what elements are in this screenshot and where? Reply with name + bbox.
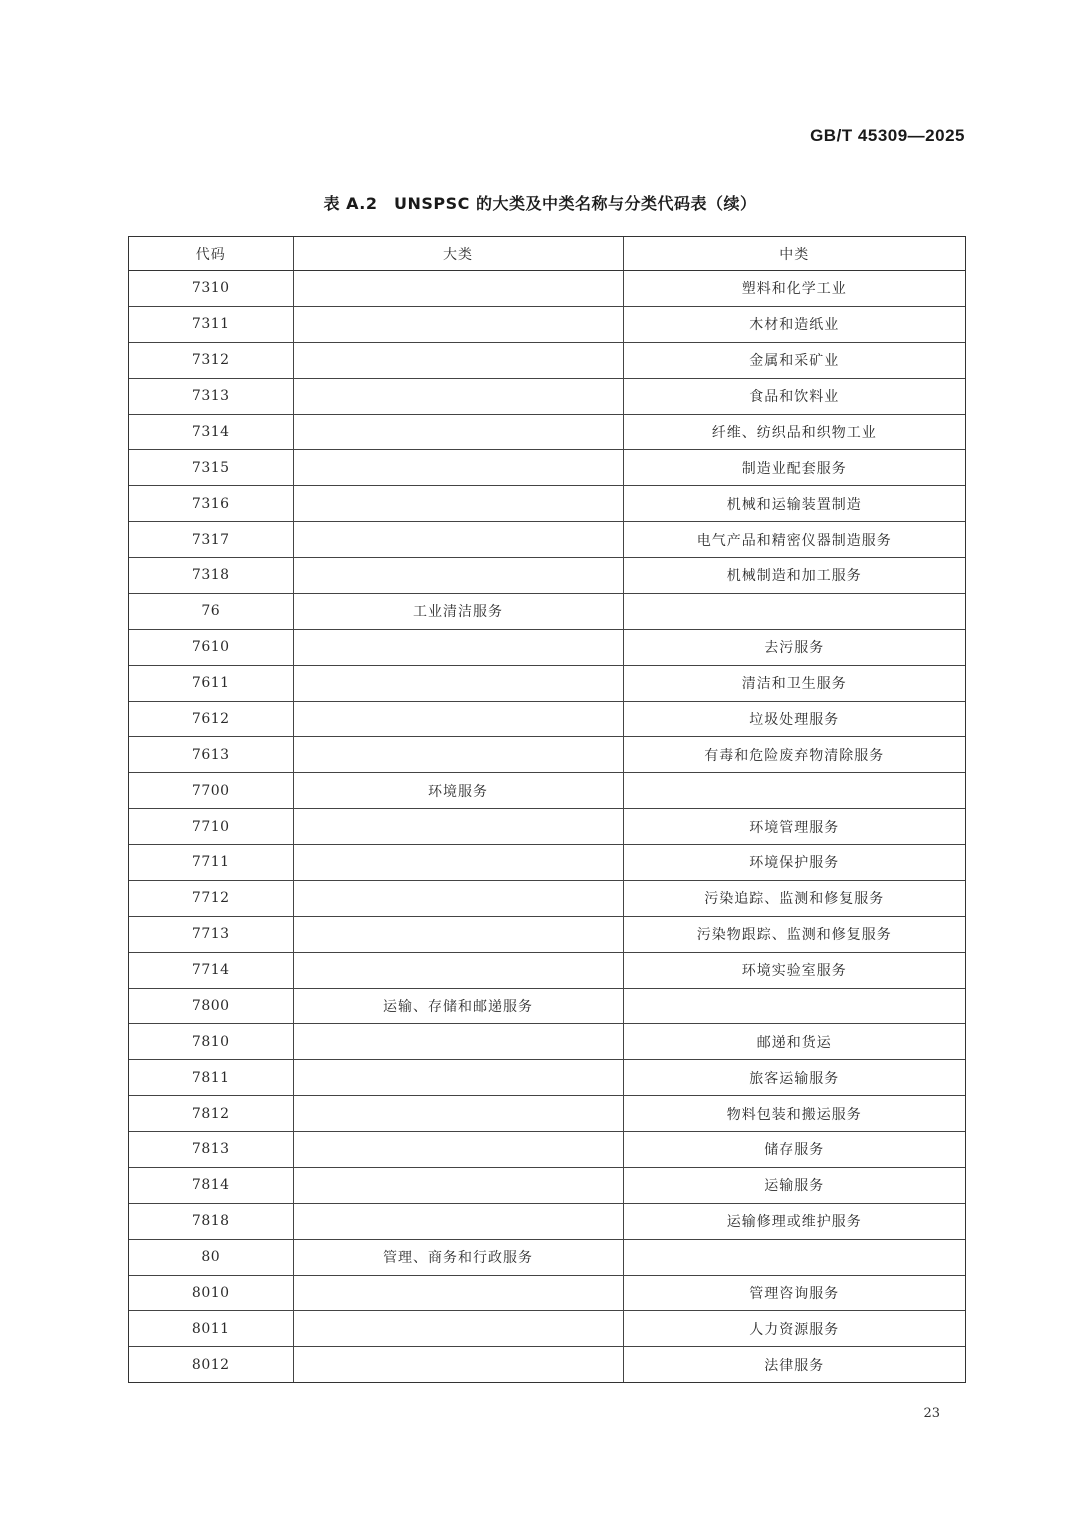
major-category-cell (293, 558, 623, 594)
classification-table (128, 236, 966, 1383)
mid-category-cell: 木材和造纸业 (623, 306, 965, 342)
major-category-cell (293, 1167, 623, 1203)
major-category-cell (293, 665, 623, 701)
table-row (129, 1347, 965, 1382)
code-cell: 7810 (129, 1024, 293, 1060)
code-cell: 7613 (129, 737, 293, 773)
table-row (129, 1096, 965, 1132)
major-category-cell (293, 414, 623, 450)
code-cell: 7610 (129, 629, 293, 665)
code-cell: 7314 (129, 414, 293, 450)
major-category-cell (293, 271, 623, 307)
major-category-cell (293, 952, 623, 988)
major-category-cell (293, 522, 623, 558)
table-row (129, 486, 965, 522)
major-category-cell (293, 450, 623, 486)
major-category-cell: 工业清洁服务 (293, 593, 623, 629)
table-row (129, 1167, 965, 1203)
major-category-cell (293, 378, 623, 414)
mid-category-cell: 污染物跟踪、监测和修复服务 (623, 916, 965, 952)
table-row (129, 593, 965, 629)
table-row (129, 1132, 965, 1168)
column-header-mid: 中类 (623, 237, 965, 271)
code-cell: 7318 (129, 558, 293, 594)
table-row (129, 1239, 965, 1275)
code-cell: 7315 (129, 450, 293, 486)
mid-category-cell: 管理咨询服务 (623, 1275, 965, 1311)
table-row (129, 988, 965, 1024)
code-cell: 76 (129, 593, 293, 629)
table-row (129, 1024, 965, 1060)
code-cell: 7612 (129, 701, 293, 737)
table-row (129, 737, 965, 773)
major-category-cell (293, 306, 623, 342)
column-header-code: 代码 (129, 237, 293, 271)
major-category-cell (293, 880, 623, 916)
page-number: 23 (923, 1406, 940, 1421)
code-cell: 7712 (129, 880, 293, 916)
mid-category-cell: 环境管理服务 (623, 809, 965, 845)
code-cell: 7813 (129, 1132, 293, 1168)
major-category-cell (293, 1132, 623, 1168)
mid-category-cell: 法律服务 (623, 1347, 965, 1382)
mid-category-cell: 塑料和化学工业 (623, 271, 965, 307)
table-row (129, 1203, 965, 1239)
mid-category-cell: 食品和饮料业 (623, 378, 965, 414)
table-body (129, 271, 965, 1383)
major-category-cell (293, 342, 623, 378)
code-cell: 8012 (129, 1347, 293, 1382)
major-category-cell (293, 1060, 623, 1096)
mid-category-cell: 垃圾处理服务 (623, 701, 965, 737)
major-category-cell (293, 1096, 623, 1132)
mid-category-cell: 污染追踪、监测和修复服务 (623, 880, 965, 916)
code-cell: 7316 (129, 486, 293, 522)
table-row (129, 378, 965, 414)
table-title: 表 A.2 UNSPSC 的大类及中类名称与分类代码表（续） (323, 194, 757, 213)
table-row (129, 342, 965, 378)
major-category-cell (293, 629, 623, 665)
major-category-cell (293, 701, 623, 737)
code-cell: 7312 (129, 342, 293, 378)
major-category-cell (293, 1275, 623, 1311)
table-row (129, 773, 965, 809)
mid-category-cell (623, 773, 965, 809)
code-cell: 7317 (129, 522, 293, 558)
code-cell: 7818 (129, 1203, 293, 1239)
code-cell: 7711 (129, 845, 293, 881)
mid-category-cell: 人力资源服务 (623, 1311, 965, 1347)
standard-number: GB/T 45309—2025 (810, 126, 965, 145)
major-category-cell (293, 916, 623, 952)
code-cell: 7611 (129, 665, 293, 701)
mid-category-cell: 环境保护服务 (623, 845, 965, 881)
mid-category-cell: 电气产品和精密仪器制造服务 (623, 522, 965, 558)
mid-category-cell: 制造业配套服务 (623, 450, 965, 486)
mid-category-cell: 机械制造和加工服务 (623, 558, 965, 594)
mid-category-cell: 邮递和货运 (623, 1024, 965, 1060)
major-category-cell (293, 486, 623, 522)
table-row (129, 558, 965, 594)
table-row (129, 271, 965, 307)
mid-category-cell: 机械和运输装置制造 (623, 486, 965, 522)
mid-category-cell: 纤维、纺织品和织物工业 (623, 414, 965, 450)
table-row (129, 1060, 965, 1096)
mid-category-cell: 旅客运输服务 (623, 1060, 965, 1096)
mid-category-cell: 环境实验室服务 (623, 952, 965, 988)
code-cell: 8010 (129, 1275, 293, 1311)
column-header-major: 大类 (293, 237, 623, 271)
mid-category-cell: 运输修理或维护服务 (623, 1203, 965, 1239)
code-cell: 8011 (129, 1311, 293, 1347)
code-cell: 7800 (129, 988, 293, 1024)
table-row (129, 845, 965, 881)
table-row (129, 916, 965, 952)
mid-category-cell: 清洁和卫生服务 (623, 665, 965, 701)
code-cell: 7713 (129, 916, 293, 952)
code-cell: 7311 (129, 306, 293, 342)
table-header-row (129, 237, 965, 271)
code-cell: 7814 (129, 1167, 293, 1203)
code-cell: 7700 (129, 773, 293, 809)
table-row (129, 952, 965, 988)
major-category-cell: 环境服务 (293, 773, 623, 809)
major-category-cell (293, 845, 623, 881)
table-row (129, 665, 965, 701)
table-row (129, 809, 965, 845)
code-cell: 7313 (129, 378, 293, 414)
mid-category-cell (623, 1239, 965, 1275)
mid-category-cell: 物料包装和搬运服务 (623, 1096, 965, 1132)
mid-category-cell (623, 593, 965, 629)
mid-category-cell: 储存服务 (623, 1132, 965, 1168)
mid-category-cell: 金属和采矿业 (623, 342, 965, 378)
major-category-cell (293, 1024, 623, 1060)
table-row (129, 306, 965, 342)
major-category-cell (293, 809, 623, 845)
mid-category-cell: 运输服务 (623, 1167, 965, 1203)
code-cell: 7310 (129, 271, 293, 307)
table-row (129, 414, 965, 450)
mid-category-cell: 有毒和危险废弃物清除服务 (623, 737, 965, 773)
major-category-cell: 运输、存储和邮递服务 (293, 988, 623, 1024)
table-row (129, 629, 965, 665)
code-cell: 7811 (129, 1060, 293, 1096)
table-row (129, 880, 965, 916)
table-row (129, 1311, 965, 1347)
table-row (129, 701, 965, 737)
code-cell: 7710 (129, 809, 293, 845)
table-row (129, 522, 965, 558)
major-category-cell (293, 1311, 623, 1347)
major-category-cell: 管理、商务和行政服务 (293, 1239, 623, 1275)
code-cell: 7812 (129, 1096, 293, 1132)
code-cell: 80 (129, 1239, 293, 1275)
major-category-cell (293, 1203, 623, 1239)
table-row (129, 450, 965, 486)
major-category-cell (293, 1347, 623, 1382)
mid-category-cell: 去污服务 (623, 629, 965, 665)
table-row (129, 1275, 965, 1311)
mid-category-cell (623, 988, 965, 1024)
major-category-cell (293, 737, 623, 773)
code-cell: 7714 (129, 952, 293, 988)
